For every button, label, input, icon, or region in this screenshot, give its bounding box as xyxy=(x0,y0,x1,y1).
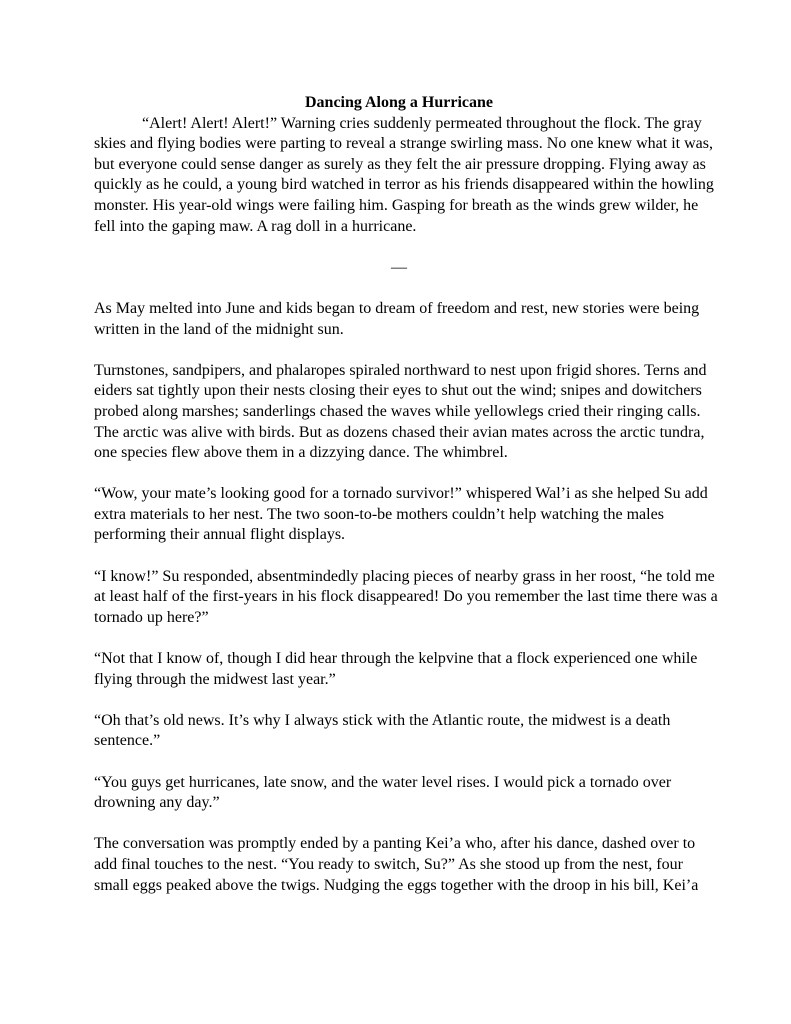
paragraph-line: add final touches to the nest. “You ready to switch, Su?” As she stood up from the nest, four xyxy=(94,855,683,873)
paragraph xyxy=(94,114,714,238)
blank-line xyxy=(94,340,704,361)
document-title: Dancing Along a Hurricane xyxy=(304,94,493,111)
paragraph-line: Turnstones, sandpipers, and phalaropes spiraled northward to nest upon frigid shores. Terns and xyxy=(94,361,707,379)
paragraph-line: “Wow, your mate’s looking good for a tornado survivor!” whispered Wal’i as she helped Su add xyxy=(94,485,708,503)
blank-line xyxy=(94,237,704,258)
paragraph-line: one species flew above them in a dizzying dance. The whimbrel. xyxy=(94,444,508,462)
section-separator: — xyxy=(391,258,407,276)
paragraph xyxy=(94,711,704,752)
paragraph-line: but everyone could sense danger as surely as they felt the air pressure dropping. Flying away as xyxy=(94,155,706,173)
paragraph-line: extra materials to her nest. The two soon-to-be mothers couldn’t help watching the males xyxy=(94,505,664,523)
paragraph-line: “Not that I know of, though I did hear through the kelpvine that a flock experienced one while xyxy=(94,650,698,668)
blank-line xyxy=(94,464,704,485)
blank-line xyxy=(94,752,704,773)
blank-line xyxy=(94,628,704,649)
blank-line xyxy=(94,278,704,299)
paragraph xyxy=(94,361,707,464)
paragraph xyxy=(94,299,704,340)
paragraph-line: sentence.” xyxy=(94,732,161,750)
document-body xyxy=(94,114,718,897)
blank-line xyxy=(94,690,704,711)
paragraph xyxy=(94,649,704,690)
paragraph-line: “I know!” Su responded, absentmindedly placing pieces of nearby grass in her roost, “he told me xyxy=(94,567,715,585)
document-page xyxy=(94,93,718,896)
paragraph-line: tornado up here?” xyxy=(94,608,209,626)
paragraph-line: “Oh that’s old news. It’s why I always stick with the Atlantic route, the midwest is a death xyxy=(94,711,671,729)
paragraph-line: probed along marshes; sanderlings chased the waves while yellowlegs cried their ringing calls. xyxy=(94,402,701,420)
paragraph-line: “You guys get hurricanes, late snow, and the water level rises. I would pick a tornado over xyxy=(94,773,672,791)
paragraph-line: The conversation was promptly ended by a panting Kei’a who, after his dance, dashed over to xyxy=(94,835,696,853)
paragraph-line: drowning any day.” xyxy=(94,794,220,812)
paragraph-line: The arctic was alive with birds. But as dozens chased their avian mates across the arctic tundra, xyxy=(94,423,705,441)
paragraph-line: quickly as he could, a young bird watched in terror as his friends disappeared within the howling xyxy=(94,176,714,194)
paragraph-line: eiders sat tightly upon their nests closing their eyes to shut out the wind; snipes and dowitchers xyxy=(94,382,702,400)
paragraph-line: As May melted into June and kids began to dream of freedom and rest, new stories were being xyxy=(94,299,700,317)
paragraph-line: “Alert! Alert! Alert!” Warning cries suddenly permeated throughout the flock. The gray xyxy=(142,114,702,132)
paragraph-line: fell into the gaping maw. A rag doll in a hurricane. xyxy=(94,217,417,235)
paragraph-line: written in the land of the midnight sun. xyxy=(94,320,344,338)
blank-line xyxy=(94,546,704,567)
blank-line xyxy=(94,814,704,835)
paragraph-line: small eggs peaked above the twigs. Nudging the eggs together with the droop in his bill, Kei’a xyxy=(94,876,699,894)
paragraph xyxy=(94,834,704,896)
paragraph-line: skies and flying bodies were parting to reveal a strange swirling mass. No one knew what it was, xyxy=(94,135,713,153)
paragraph-line: at least half of the first-years in his flock disappeared! Do you remember the last time there was a xyxy=(94,588,718,606)
paragraph-line: performing their annual flight displays. xyxy=(94,526,346,544)
paragraph xyxy=(94,773,704,814)
paragraph xyxy=(94,484,708,546)
paragraph-line: flying through the midwest last year.” xyxy=(94,670,336,688)
paragraph-line: monster. His year-old wings were failing him. Gasping for breath as the winds grew wilder, he xyxy=(94,196,699,214)
paragraph xyxy=(94,567,718,629)
